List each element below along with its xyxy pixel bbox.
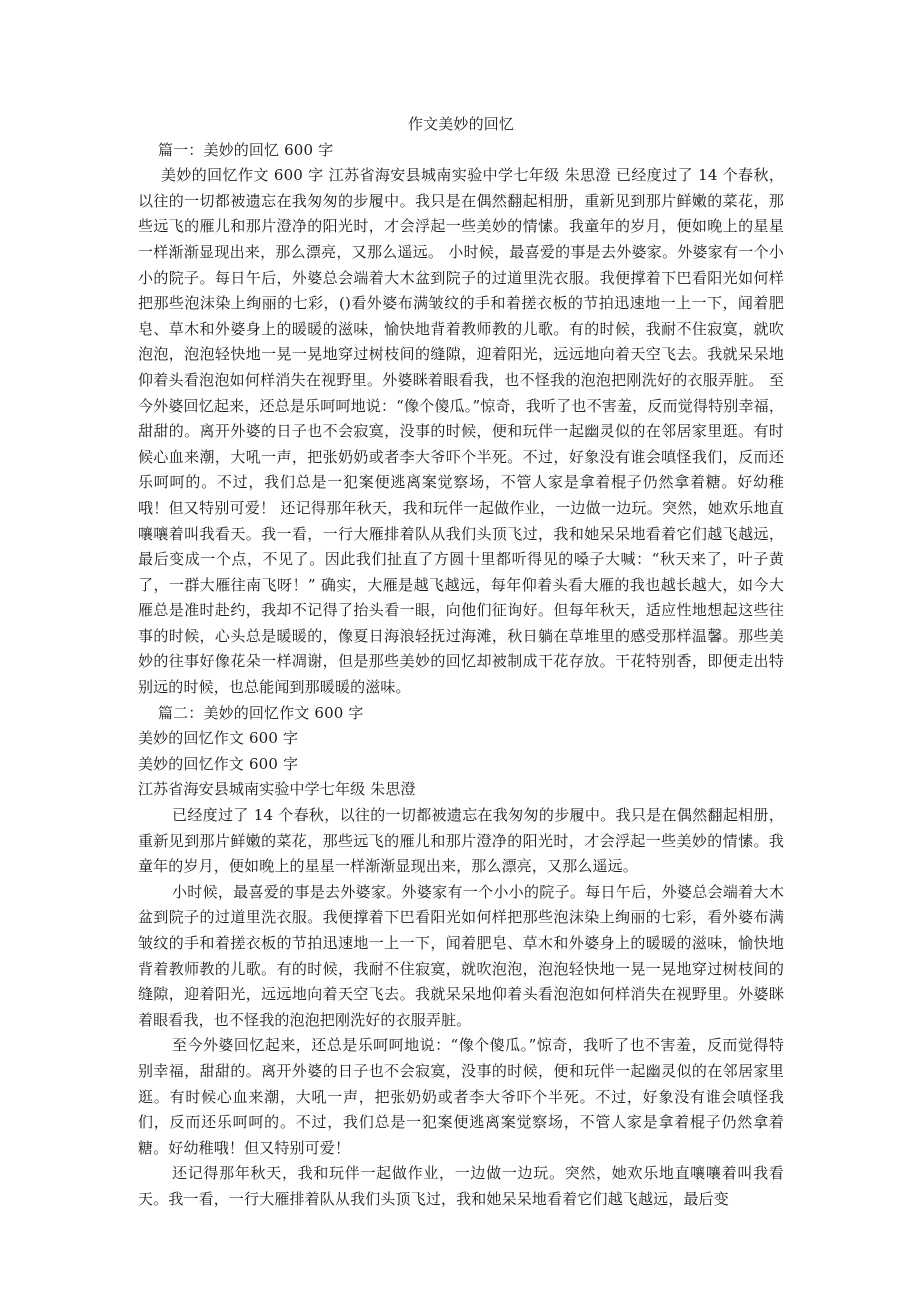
section-two-paragraph-1: 已经度过了 14 个春秋，以往的一切都被遗忘在我匆匆的步履中。我只是在偶然翻起相册，重新见到那片鲜嫩的菜花，那些远飞的雁儿和那片澄净的阳光时，才会浮起一些美妙的情愫。我童年的岁月，便如晚上的星星一样渐渐显现出来，那么漂亮，又那么遥远。 — [138, 806, 784, 876]
document-body — [138, 112, 784, 1213]
document-title: 作文美妙的回忆 — [407, 115, 515, 133]
section-two-paragraph-4: 还记得那年秋天，我和玩伴一起做作业，一边做一边玩。突然，她欢乐地直嚷嚷着叫我看天。我一看，一行大雁排着队从我们头顶飞过，我和她呆呆地看着它们越飞越远，最后变 — [138, 1164, 784, 1208]
section-two-subtitle: 美妙的回忆作文 600 字 — [138, 729, 299, 748]
section-two-paragraph-3: 至今外婆回忆起来，还总是乐呵呵地说：“像个傻瓜。”惊奇，我听了也不害羞，反而觉得特别幸福，甜甜的。离开外婆的日子也不会寂寞，没事的时候，便和玩伴一起幽灵似的在邻居家里逛。有时候心血来潮，大吼一声，把张奶奶或者李大爷吓个半死。不过，好象没有谁会嗔怪我们，反而还乐呵呵的。不过，我们总是一犯案便逃离案觉察场，不管人家是拿着棍子仍然拿着糖。好幼稚哦！但又特别可爱！ — [138, 1036, 784, 1157]
section-two-heading: 篇二：美妙的回忆作文 600 字 — [158, 703, 364, 722]
section-two-subtitle-repeat: 美妙的回忆作文 600 字 — [138, 754, 299, 773]
section-one-paragraph: 美妙的回忆作文 600 字 江苏省海安县城南实验中学七年级 朱思澄 已经度过了 14 个春秋，以往的一切都被遗忘在我匆匆的步履中。我只是在偶然翻起相册，重新见到那片鲜嫩的菜花，那些远飞的雁儿和那片澄净的阳光时，才会浮起一些美妙的情愫。我童年的岁月，便如晚上的星星一样渐渐显现出来，那么漂亮，又那么遥远。 小时候，最喜爱的事是去外婆家。外婆家有一个小小的院子。每日午后，外婆总会端着大木盆到院子的过道里洗衣服。我便撑着下巴看阳光如何样把那些泡沫染上绚丽的七彩，()看外婆布满皱纹的手和着搓衣板的节拍迅速地一上一下，闻着肥皂、草木和外婆身上的暖暖的滋味，愉快地背着教师教的儿歌。有的时候，我耐不住寂寞，就吹泡泡，泡泡轻快地一晃一晃地穿过树枝间的缝隙，迎着阳光，远远地向着天空飞去。我就呆呆地仰着头看泡泡如何样消失在视野里。外婆眯着眼看我，也不怪我的泡泡把刚洗好的衣服弄脏。 至今外婆回忆起来，还总是乐呵呵地说：“像个傻瓜。”惊奇，我听了也不害羞，反而觉得特别幸福，甜甜的。离开外婆的日子也不会寂寞，没事的时候，便和玩伴一起幽灵似的在邻居家里逛。有时候心血来潮，大吼一声，把张奶奶或者李大爷吓个半死。不过，好象没有谁会嗔怪我们，反而还乐呵呵的。不过，我们总是一犯案便逃离案觉察场，不管人家是拿着棍子仍然拿着糖。好幼稚哦！但又特别可爱！ 还记得那年秋天，我和玩伴一起做作业，一边做一边玩。突然，她欢乐地直嚷嚷着叫我看天。我一看，一行大雁排着队从我们头顶飞过，我和她呆呆地看着它们越飞越远，最后变成一个点，不见了。因此我们扯直了方圆十里都听得见的嗓子大喊：“秋天来了，叶子黄了，一群大雁往南飞呀！” 确实，大雁是越飞越远，每年仰着头看大雁的我也越长越大，如今大雁总是准时赴约，我却不记得了抬头看一眼，向他们征询好。但每年秋天，适应性地想起这些往事的时候，心头总是暖暖的，像夏日海浪轻抚过海滩，秋日躺在草堆里的感受那样温馨。那些美妙的往事好像花朵一样凋谢，但是那些美妙的回忆却被制成干花存放。干花特别香，即便走出特别远的时候，也总能闻到那暖暖的滋味。 — [138, 166, 784, 697]
section-two-paragraph-2: 小时候，最喜爱的事是去外婆家。外婆家有一个小小的院子。每日午后，外婆总会端着大木盆到院子的过道里洗衣服。我便撑着下巴看阳光如何样把那些泡沫染上绚丽的七彩，看外婆布满皱纹的手和着搓衣板的节拍迅速地一上一下，闻着肥皂、草木和外婆身上的暖暖的滋味，愉快地背着教师教的儿歌。有的时候，我耐不住寂寞，就吹泡泡，泡泡轻快地一晃一晃地穿过树枝间的缝隙，迎着阳光，远远地向着天空飞去。我就呆呆地仰着头看泡泡如何样消失在视野里。外婆眯着眼看我，也不怪我的泡泡把刚洗好的衣服弄脏。 — [138, 882, 784, 1029]
section-one-heading: 篇一：美妙的回忆 600 字 — [158, 140, 334, 159]
section-two-author-line: 江苏省海安县城南实验中学七年级 朱思澄 — [138, 780, 416, 799]
